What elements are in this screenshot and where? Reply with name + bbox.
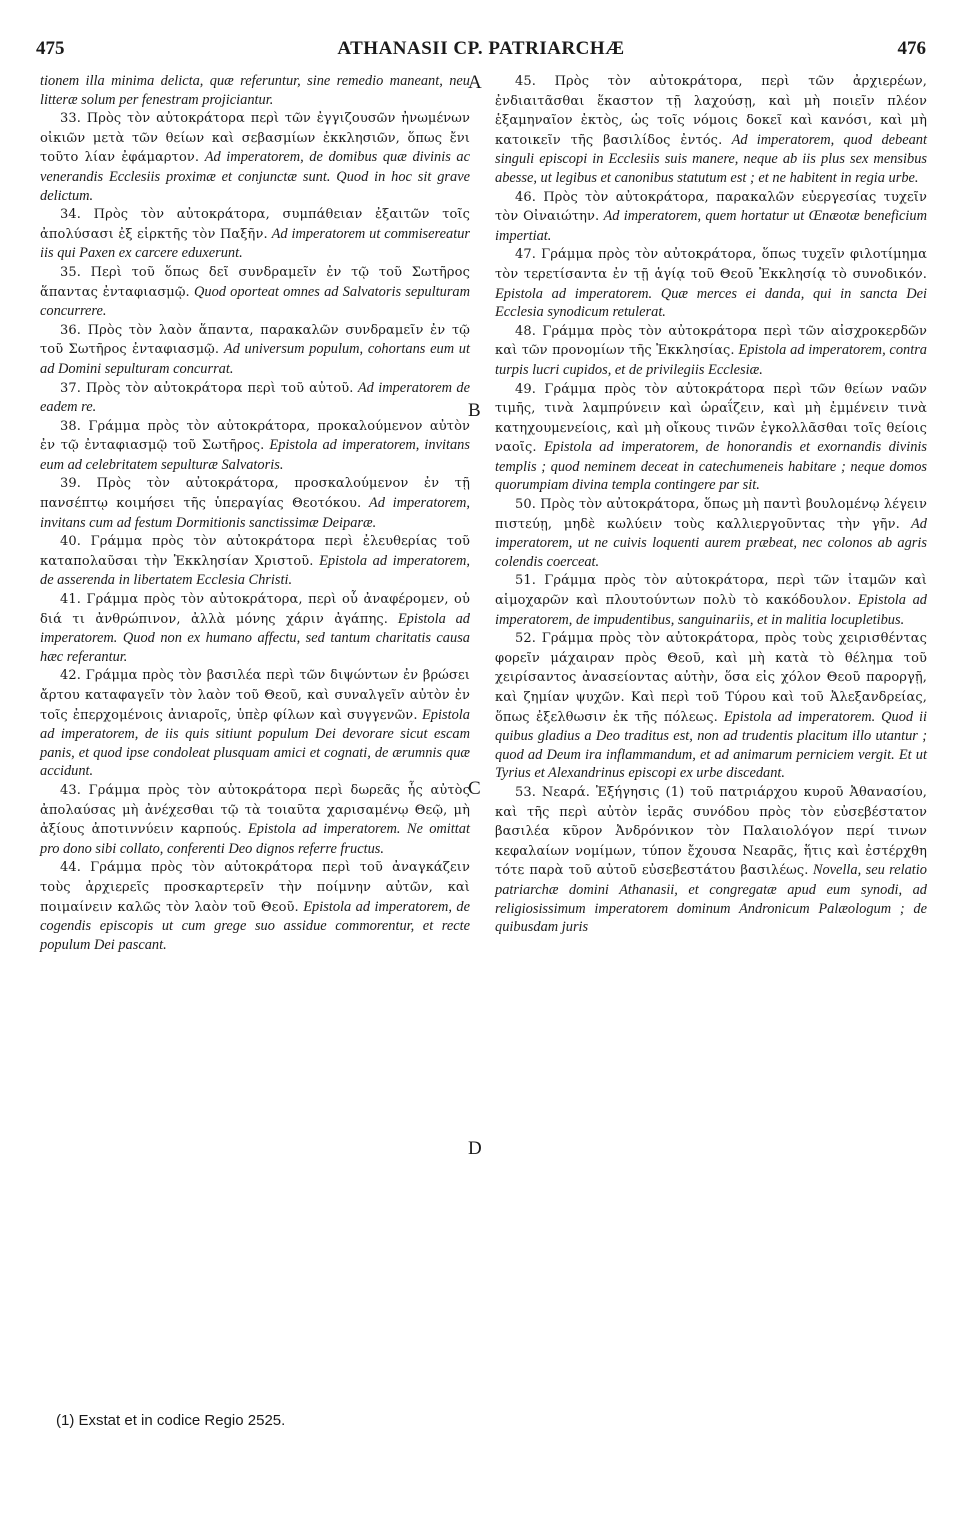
- latin-text: Ad imperatorem, de domibus quæ divinis ac venerandis Ecclesiis proximæ et conjunctæ sunt. Quod in hoc sit grave delictum.: [40, 149, 470, 204]
- greek-text: 45. Πρὸς τὸν αὐτοκράτορα, περὶ τῶν ἀρχιερέων, ἐνδιαιτᾶσθαι ἕκαστον τῇ λαχούσῃ, καὶ μὴ ποιεῖν πλέον ἑξαμηναῖον ἐκτὸς, ὡς τοῖς νόμοις δοκεῖ καὶ κανόσι, καὶ μὴ κατοικεῖν τῆς βασιλίδος ἐντός.: [495, 74, 927, 148]
- latin-text: Ad imperatorem, quod debeant singuli episcopi in Ecclesiis suis manere, neque ab iis plus sex mensibus abesse, ut legibus et canonibus statutum est ; et ne habitent in regia urbe.: [495, 131, 927, 186]
- margin-marker-d: D: [468, 1138, 482, 1159]
- greek-text: 40. Γράμμα πρὸς τὸν αὐτοκράτορα περὶ ἐλευθερίας τοῦ καταπολαῦσαι τὴν Ἐκκλησίαν Χριστοῦ.: [40, 534, 470, 569]
- margin-marker-c: C: [468, 778, 481, 799]
- latin-text: Epistola ad imperatorem, de honorandis et exornandis divinis templis ; quod neminem deceat in catechumeneis habitare ; neque domos quorumpiam divina templa contingere par sit.: [495, 439, 927, 494]
- page-number-right: 476: [897, 38, 926, 59]
- greek-text: 39. Πρὸς τὸν αὐτοκράτορα, προσκαλούμενον ἐν τῇ πανσέπτῳ κοιμήσει τῆς ὑπεραγίας Θεοτόκου.: [40, 476, 470, 512]
- entry-34: [40, 205, 470, 263]
- entry-39: [40, 474, 470, 532]
- latin-text: Ad imperatorem, ut ne cuivis loquenti aurem præbeat, nec colonos ab agris colendis coerceat.: [495, 515, 927, 570]
- left-column: [40, 72, 470, 954]
- footnote: (1) Exstat et in codice Regio 2525.: [56, 1412, 286, 1429]
- greek-text: 36. Πρὸς τὸν λαὸν ἅπαντα, παρακαλῶν συνδραμεῖν ἐν τῷ τοῦ Σωτῆρος ἐνταφιασμῷ.: [40, 322, 470, 358]
- greek-text: 42. Γράμμα πρὸς τὸν βασιλέα περὶ τῶν διψώντων ἐν βρώσει ἄρτου καταφαγεῖν τὸν λαὸν τοῦ Θεοῦ, καὶ συναλγεῖν αὐτὸν ἐν τοῖς ἐπερχομένοις ἀνιαροῖς, ὑπὲρ φίλων καὶ συγγενῶν.: [40, 668, 470, 723]
- entry-33: [40, 109, 470, 205]
- entry-45: [495, 72, 927, 188]
- latin-text: Ad imperatorem de eadem re.: [40, 379, 470, 416]
- entry-44: [40, 858, 470, 954]
- greek-text: 37. Πρὸς τὸν αὐτοκράτορα περὶ τοῦ αὐτοῦ.: [60, 380, 354, 396]
- latin-text: Epistola ad imperatorem. Ne omittat pro dono sibi collato, conferenti Deo dignos referre fructus.: [40, 821, 470, 857]
- latin-text: Epistola ad imperatorem, de cogendis episcopis ut cum grege suo assidue commorentur, et recte populum Dei pascant.: [40, 898, 470, 953]
- latin-text: Quod oporteat omnes ad Salvatoris sepulturam concurrere.: [40, 283, 471, 320]
- greek-text: 33. Πρὸς τὸν αὐτοκράτορα περὶ τῶν ἐγγιζουσῶν ἠνωμένων οἰκιῶν μετὰ τῶν θείων καὶ σεβασμίων ἐκκλησιῶν, ὅπως ἔνι τοῦτο λίαν ἐφάμαρτον.: [40, 111, 470, 166]
- latin-text: Epistola ad imperatorem. Quod ii quibus gladius a Deo traditus est, non ad trudentis placitum illo utantur ; quod ad Deum ira inflammandum, et ad animarum perniciem vergit. Et ut Tyrius et Alexandrinus episcopi ex urbe discedant.: [495, 708, 927, 782]
- entry-40: [40, 532, 470, 590]
- entry-46: [495, 188, 927, 246]
- latin-text: Epistola ad imperatorem. Quod non ex humano affectu, sed tantum charitatis causa hæc referantur.: [40, 610, 470, 665]
- latin-text: Epistola ad imperatorem, contra turpis lucri cupidos, et de privilegiis Ecclesiæ.: [495, 342, 928, 378]
- right-column: [495, 72, 927, 937]
- greek-text: 51. Γράμμα πρὸς τὸν αὐτοκράτορα, περὶ τῶν ἰταμῶν καὶ αἱμοχαρῶν καὶ πλουτούντων πολὺ τὸ κακόδουλον.: [495, 573, 927, 609]
- margin-marker-a: A: [468, 72, 482, 93]
- page-number-left: 475: [36, 38, 65, 59]
- entry-43: [40, 781, 470, 858]
- entry-38: [40, 417, 470, 475]
- latin-text: Ad universum populum, cohortans eum ut ad Domini sepulturam concurrat.: [40, 341, 470, 377]
- entry-49: [495, 380, 927, 496]
- entry-47: [495, 245, 927, 321]
- entry-35: [40, 263, 470, 321]
- entry-50: [495, 495, 927, 571]
- latin-text: Epistola ad imperatorem, de impudentibus, sanguinariis, et in malitia locupletibus.: [495, 592, 927, 628]
- greek-text: 41. Γράμμα πρὸς τὸν αὐτοκράτορα, περὶ οὗ ἀναφέρομεν, οὐ διά τι ἀνθρώπινον, ἀλλὰ μόνης χάριν ἀγάπης.: [40, 592, 470, 627]
- greek-text: 43. Γράμμα πρὸς τὸν αὐτοκράτορα περὶ δωρεᾶς ἧς αὐτὸς ἀπολαύσας μὴ ἀνέχεσθαι τῷ τὰ τοιαῦτα χαρισαμένῳ Θεῷ, μὴ ἀξίους ἀποτιννύειν καρπούς.: [40, 782, 470, 838]
- entry-41: [40, 590, 470, 666]
- latin-text: tionem illa minima delicta, quæ referuntur, sine remedio maneant, neu litteræ solum per fenestram projiciantur.: [40, 73, 470, 108]
- entry-42: [40, 666, 470, 781]
- latin-text: Epistola ad imperatorem, de iis quis sitiunt populum Dei devorare sicut escam panis, et quod ipse condoleat plusquam amici et cognati, de ærumnis quæ accidunt.: [40, 706, 470, 780]
- latin-text: Epistola ad imperatorem, invitans eum ad celebritatem sepulturæ Salvatoris.: [40, 437, 470, 473]
- greek-text: 35. Περὶ τοῦ ὅπως δεῖ συνδραμεῖν ἐν τῷ τοῦ Σωτῆρος ἅπαντας ἐνταφιασμῷ.: [40, 264, 470, 300]
- latin-text: Epistola ad imperatorem. Quæ merces ei danda, qui in sancta Dei Ecclesia synodicum retulerat.: [495, 285, 927, 321]
- greek-text: 53. Νεαρά. Ἐξήγησις (1) τοῦ πατριάρχου κυροῦ Ἀθανασίου, καὶ τῆς περὶ αὐτὸν ἱερᾶς συνόδου πρὸς τὸν εὐσεβέστατον βασιλέα κῦρον Ἀνδρόνικον τὸν Παλαιολόγον περί τινων κεφαλαίων νομίμων, τύπον ἔχουσα Νεαρᾶς, ἥτις καὶ ἐστέρχθη τότε παρὰ τοῦ αὐτοῦ εὐσεβεστάτου βασιλέως.: [495, 784, 927, 879]
- greek-text: 44. Γράμμα πρὸς τὸν αὐτοκράτορα περὶ τοῦ ἀναγκάζειν τοὺς ἀρχιερεῖς προσκαρτερεῖν τὴν ποίμνην αὐτῶν, καὶ ποιμαίνειν καλῶς τὸν λαὸν τοῦ Θεοῦ.: [40, 860, 470, 915]
- greek-text: 48. Γράμμα πρὸς τὸν αὐτοκράτορα περὶ τῶν αἰσχροκερδῶν καὶ τῶν προνομίων τῆς Ἐκκλησίας.: [495, 323, 927, 359]
- greek-text: 46. Πρὸς τὸν αὐτοκράτορα, παρακαλῶν εὐεργεσίας τυχεῖν τὸν Οἰναιώτην.: [495, 189, 927, 225]
- greek-text: 38. Γράμμα πρὸς τὸν αὐτοκράτορα, προκαλούμενον αὐτὸν ἐν τῷ ἐνταφιασμῷ τοῦ Σωτῆρος.: [40, 418, 470, 454]
- entry-52: [495, 629, 927, 783]
- latin-text: Epistola ad imperatorem, de asserenda in libertatem Ecclesia Christi.: [40, 552, 470, 589]
- entry-48: [495, 322, 927, 380]
- greek-text: 52. Γράμμα πρὸς τὸν αὐτοκράτορα, πρὸς τοὺς χειρισθέντας φορεῖν μάχαιραν πρὸς Θεοῦ, καὶ μὴ κατὰ τὸ θέλημα τοῦ χειρίσαντος ἀνασείοντας αὐτὴν, ὅσα εἰς χόλον Θεοῦ παροργῇ, καὶ ζημίαν ψυχῶν. Καὶ περὶ τοῦ Τύρου καὶ τοῦ Ἀλεξανδρείας, ὅπως ἐξελθωσιν ἐκ τῆς πόλεως.: [495, 631, 927, 725]
- greek-text: 50. Πρὸς τὸν αὐτοκράτορα, ὅπως μὴ παντὶ βουλομένῳ λέγειν πιστεύῃ, μηδὲ κωλύειν τοὺς καλλιεργοῦντας τὴν γῆν.: [495, 497, 927, 532]
- latin-text: Novella, seu relatio patriarchæ domini Athanasii, et congregatæ apud eum synodi, ad religiosissimum imperatorem dominum Andronicum Palæologum ; de quibusdam juris: [495, 862, 927, 936]
- entry-51: [495, 571, 927, 629]
- running-title: ATHANASII CP. PATRIARCHÆ: [337, 38, 625, 59]
- greek-text: 47. Γράμμα πρὸς τὸν αὐτοκράτορα, ὅπως τυχεῖν φιλοτίμημα τὸν τερετίσαντα ἐν τῇ ἁγίᾳ τοῦ Θεοῦ Ἐκκλησίᾳ τὸ συνοδικόν.: [495, 247, 927, 282]
- entry-36: [40, 321, 470, 379]
- page-header: [36, 30, 926, 66]
- latin-text: Ad imperatorem ut commisereatur iis qui Paxen ex carcere eduxerunt.: [40, 225, 470, 262]
- entry-53: [495, 783, 927, 937]
- greek-text: 34. Πρὸς τὸν αὐτοκράτορα, συμπάθειαν ἐξαιτῶν τοῖς ἀπολύσασι ἐξ εἱρκτῆς τὸν Παξῆν.: [40, 207, 470, 242]
- latin-text: Ad imperatorem, invitans cum ad festum Dormitionis sanctissimæ Deiparæ.: [40, 495, 470, 531]
- greek-text: 49. Γράμμα πρὸς τὸν αὐτοκράτορα περὶ τῶν θείων ναῶν τιμῆς, τινὰ λαμπρύνειν καὶ ὡραΐζειν, καὶ μὴ ἐμμένειν τινὰ κατηχουμενείοις, καὶ μὴ οἴκους τινῶν ἐγκολλᾶσθαι τοῖς θείοις ναοῖς.: [495, 381, 927, 456]
- margin-marker-b: B: [468, 400, 481, 421]
- entry-32-continued: [40, 72, 470, 109]
- latin-text: Ad imperatorem, quem hortatur ut Œnæotæ beneficium impertiat.: [495, 208, 927, 244]
- entry-37: [40, 379, 470, 417]
